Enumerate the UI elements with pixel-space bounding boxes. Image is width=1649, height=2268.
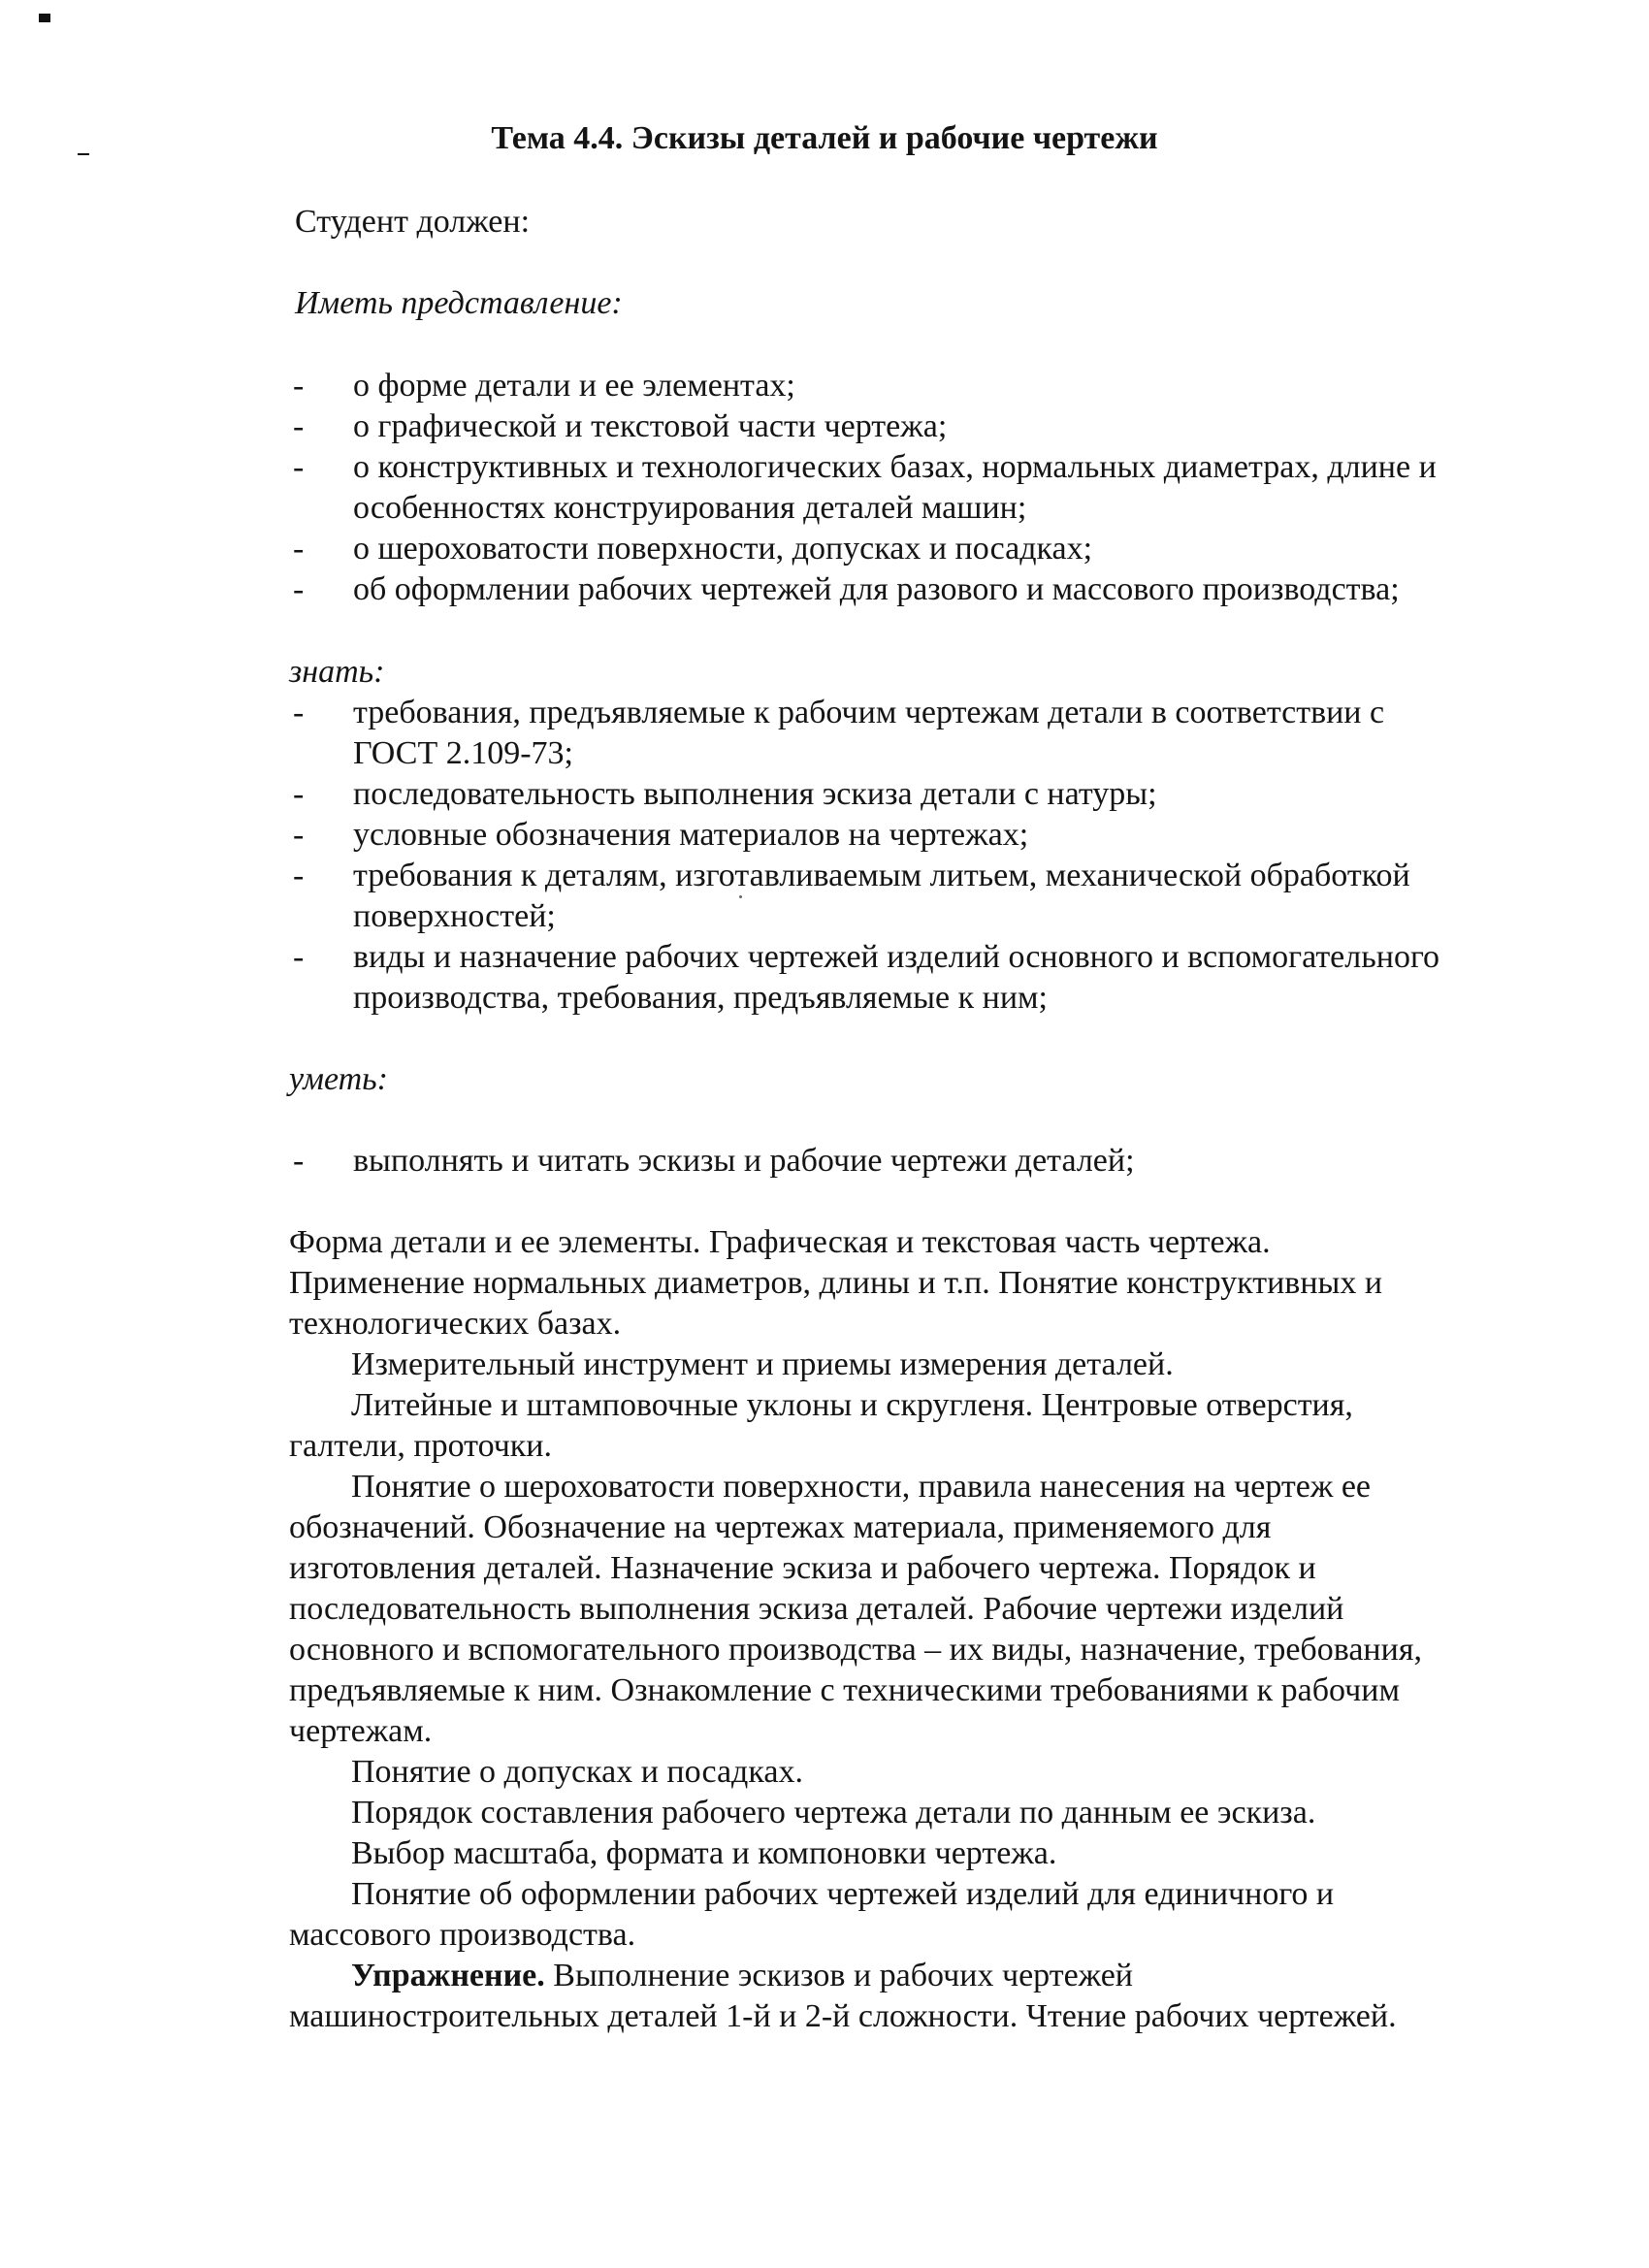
bullet-dash: -	[293, 776, 305, 812]
scan-mark-corner	[39, 14, 50, 22]
exercise-line-1	[351, 1956, 1133, 1996]
body-p2-line-1: Измерительный инструмент и приемы измерения деталей.	[351, 1346, 1174, 1382]
body-p5-line-1: Понятие о допусках и посадках.	[351, 1754, 803, 1790]
body-p3-line-2: галтели, проточки.	[289, 1428, 553, 1464]
know-item-3: условные обозначения материалов на чертежах;	[353, 817, 1029, 853]
represent-item-4: о шероховатости поверхности, допусках и посадках;	[353, 531, 1093, 567]
body-p4-line-6: предъявляемые к ним. Ознакомление с техническими требованиями к рабочим	[289, 1672, 1400, 1708]
exercise-label: Упражнение.	[351, 1958, 545, 1993]
know-item-5-line-1: виды и назначение рабочих чертежей изделий основного и вспомогательного	[353, 939, 1440, 975]
know-item-1-line-1: требования, предъявляемые к рабочим чертежам детали в соответствии с	[353, 695, 1385, 730]
section-know-heading: знать:	[289, 654, 385, 690]
body-p6-line-1: Порядок составления рабочего чертежа детали по данным ее эскиза.	[351, 1795, 1316, 1831]
exercise-line-2: машиностроительных деталей 1-й и 2-й сложности. Чтение рабочих чертежей.	[289, 1998, 1397, 2034]
body-p1-line-3: технологических базах.	[289, 1306, 622, 1342]
bullet-dash: -	[293, 449, 305, 485]
body-p4-line-5: основного и вспомогательного производства – их виды, назначение, требования,	[289, 1632, 1422, 1668]
represent-item-3-line-2: особенностях конструирования деталей машин;	[353, 490, 1027, 526]
bullet-dash: -	[293, 817, 305, 853]
represent-item-1: о форме детали и ее элементах;	[353, 368, 795, 404]
bullet-dash: -	[293, 531, 305, 567]
represent-item-5: об оформлении рабочих чертежей для разового и массового производства;	[353, 571, 1400, 607]
represent-item-2: о графической и текстовой части чертежа;	[353, 408, 948, 444]
body-p4-line-1: Понятие о шероховатости поверхности, правила нанесения на чертеж ее	[351, 1469, 1371, 1505]
body-p7-line-1: Выбор масштаба, формата и компоновки чертежа.	[351, 1835, 1057, 1871]
know-item-4-line-2: поверхностей;	[353, 898, 556, 934]
exercise-text: Выполнение эскизов и рабочих чертежей	[544, 1958, 1133, 1993]
bullet-dash: -	[293, 858, 305, 893]
know-item-1-line-2: ГОСТ 2.109-73;	[353, 735, 573, 771]
page-title: Тема 4.4. Эскизы деталей и рабочие чертежи	[491, 120, 1158, 156]
section-represent-heading: Иметь представление:	[295, 285, 623, 321]
body-p8-line-2: массового производства.	[289, 1917, 636, 1953]
body-p8-line-1: Понятие об оформлении рабочих чертежей изделий для единичного и	[351, 1876, 1335, 1912]
know-item-4-line-1: требования к деталям, изготавливаемым литьем, механической обработкой	[353, 858, 1410, 893]
represent-item-3-line-1: о конструктивных и технологических базах, нормальных диаметрах, длине и	[353, 449, 1437, 485]
body-p1-line-2: Применение нормальных диаметров, длины и т.п. Понятие конструктивных и	[289, 1265, 1383, 1301]
bullet-dash: -	[293, 408, 305, 444]
body-p4-line-7: чертежам.	[289, 1713, 433, 1749]
bullet-dash: -	[293, 939, 305, 975]
bullet-dash: -	[293, 368, 305, 404]
bullet-dash: -	[293, 695, 305, 730]
know-item-5-line-2: производства, требования, предъявляемые к ним;	[353, 980, 1048, 1016]
scan-mark-left	[78, 153, 89, 155]
body-p1-line-1: Форма детали и ее элементы. Графическая и текстовая часть чертежа.	[289, 1224, 1271, 1260]
body-p4-line-3: изготовления деталей. Назначение эскиза и рабочего чертежа. Порядок и	[289, 1550, 1316, 1586]
intro-text: Студент должен:	[295, 204, 531, 240]
can-item-1: выполнять и читать эскизы и рабочие чертежи деталей;	[353, 1143, 1135, 1179]
section-can-heading: уметь:	[289, 1061, 388, 1097]
bullet-dash: -	[293, 1143, 305, 1179]
know-item-2: последовательность выполнения эскиза детали с натуры;	[353, 776, 1157, 812]
body-p4-line-4: последовательность выполнения эскиза деталей. Рабочие чертежи изделий	[289, 1591, 1344, 1627]
body-p4-line-2: обозначений. Обозначение на чертежах материала, применяемого для	[289, 1509, 1272, 1545]
body-p3-line-1: Литейные и штамповочные уклоны и скругленя. Центровые отверстия,	[351, 1387, 1353, 1423]
bullet-dash: -	[293, 571, 305, 607]
